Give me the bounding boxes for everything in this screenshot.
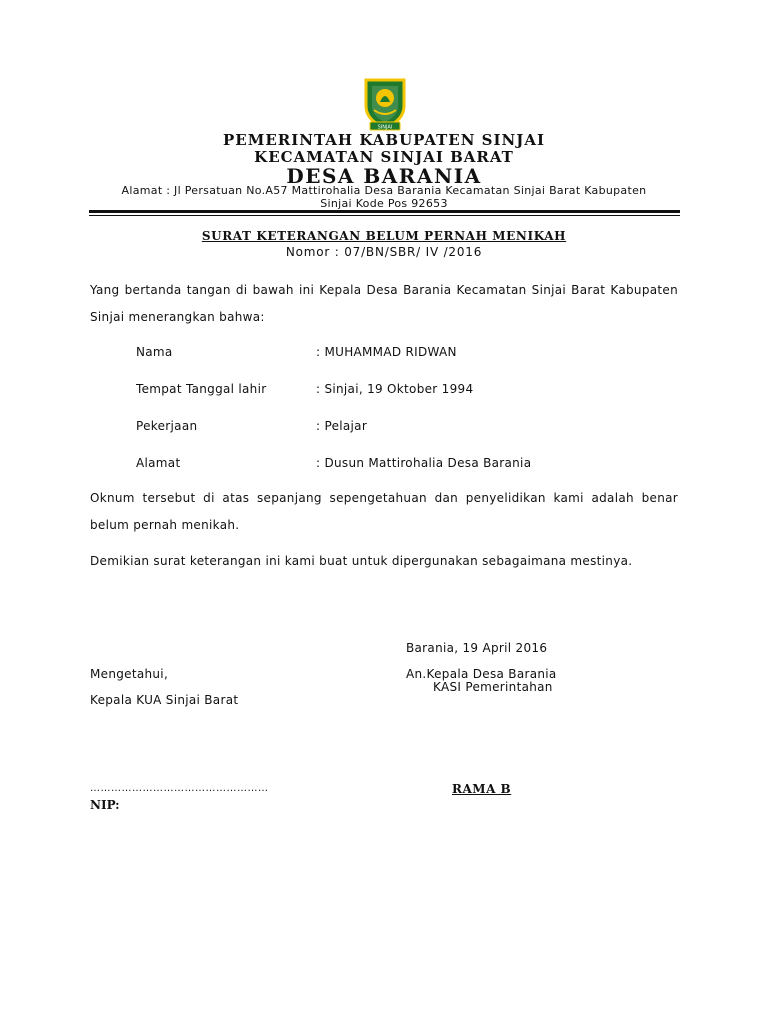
address-line-2: Sinjai Kode Pos 92653 [320,197,448,210]
regency-emblem-logo [362,76,408,132]
district-heading: KECAMATAN SINJAI BARAT [254,148,514,166]
header-divider-thin [89,215,680,216]
statement-paragraph: Oknum tersebut di atas sepanjang sepengetahuan dan penyelidikan kami adalah benar belum pernah menikah. [90,491,678,532]
village-heading: DESA BARANIA [286,164,482,188]
right-signer-title-2: KASI Pemerintahan [433,680,553,694]
left-signature-line: …………………………………………… [90,783,269,794]
document-number: Nomor : 07/BN/SBR/ IV /2016 [285,245,483,259]
closing-paragraph: Demikian surat keterangan ini kami buat untuk dipergunakan sebagaimana mestinya. [90,554,633,568]
field-label-birth: Tempat Tanggal lahir [136,382,267,396]
logo-banner-text: SINJAI [377,124,393,131]
right-signer-title-1: An.Kepala Desa Barania [406,667,557,681]
left-signer-title: Kepala KUA Sinjai Barat [90,693,239,707]
field-value-address: : Dusun Mattirohalia Desa Barania [316,456,532,470]
right-signer-name: RAMA B [452,782,512,796]
intro-paragraph: Yang bertanda tangan di bawah ini Kepala Desa Barania Kecamatan Sinjai Barat Kabupaten Sinjai menerangkan bahwa: [90,283,678,324]
document-title-text: SURAT KETERANGAN BELUM PERNAH MENIKAH [201,229,567,243]
acknowledged-label: Mengetahui, [90,667,169,681]
header-divider-thick [89,210,680,213]
field-label-address: Alamat [136,456,181,470]
field-value-occupation: : Pelajar [316,419,368,433]
field-value-birth: : Sinjai, 19 Oktober 1994 [316,382,474,396]
nip-label: NIP: [90,798,120,812]
place-date: Barania, 19 April 2016 [406,641,548,655]
government-heading: PEMERINTAH KABUPATEN SINJAI [223,131,545,149]
address-line-1: Alamat : Jl Persatuan No.A57 Mattirohalia Desa Barania Kecamatan Sinjai Barat Kabupaten [121,184,647,197]
field-label-nama: Nama [136,345,173,359]
field-label-occupation: Pekerjaan [136,419,198,433]
document-title [0,229,768,243]
field-value-nama: : MUHAMMAD RIDWAN [316,345,457,359]
